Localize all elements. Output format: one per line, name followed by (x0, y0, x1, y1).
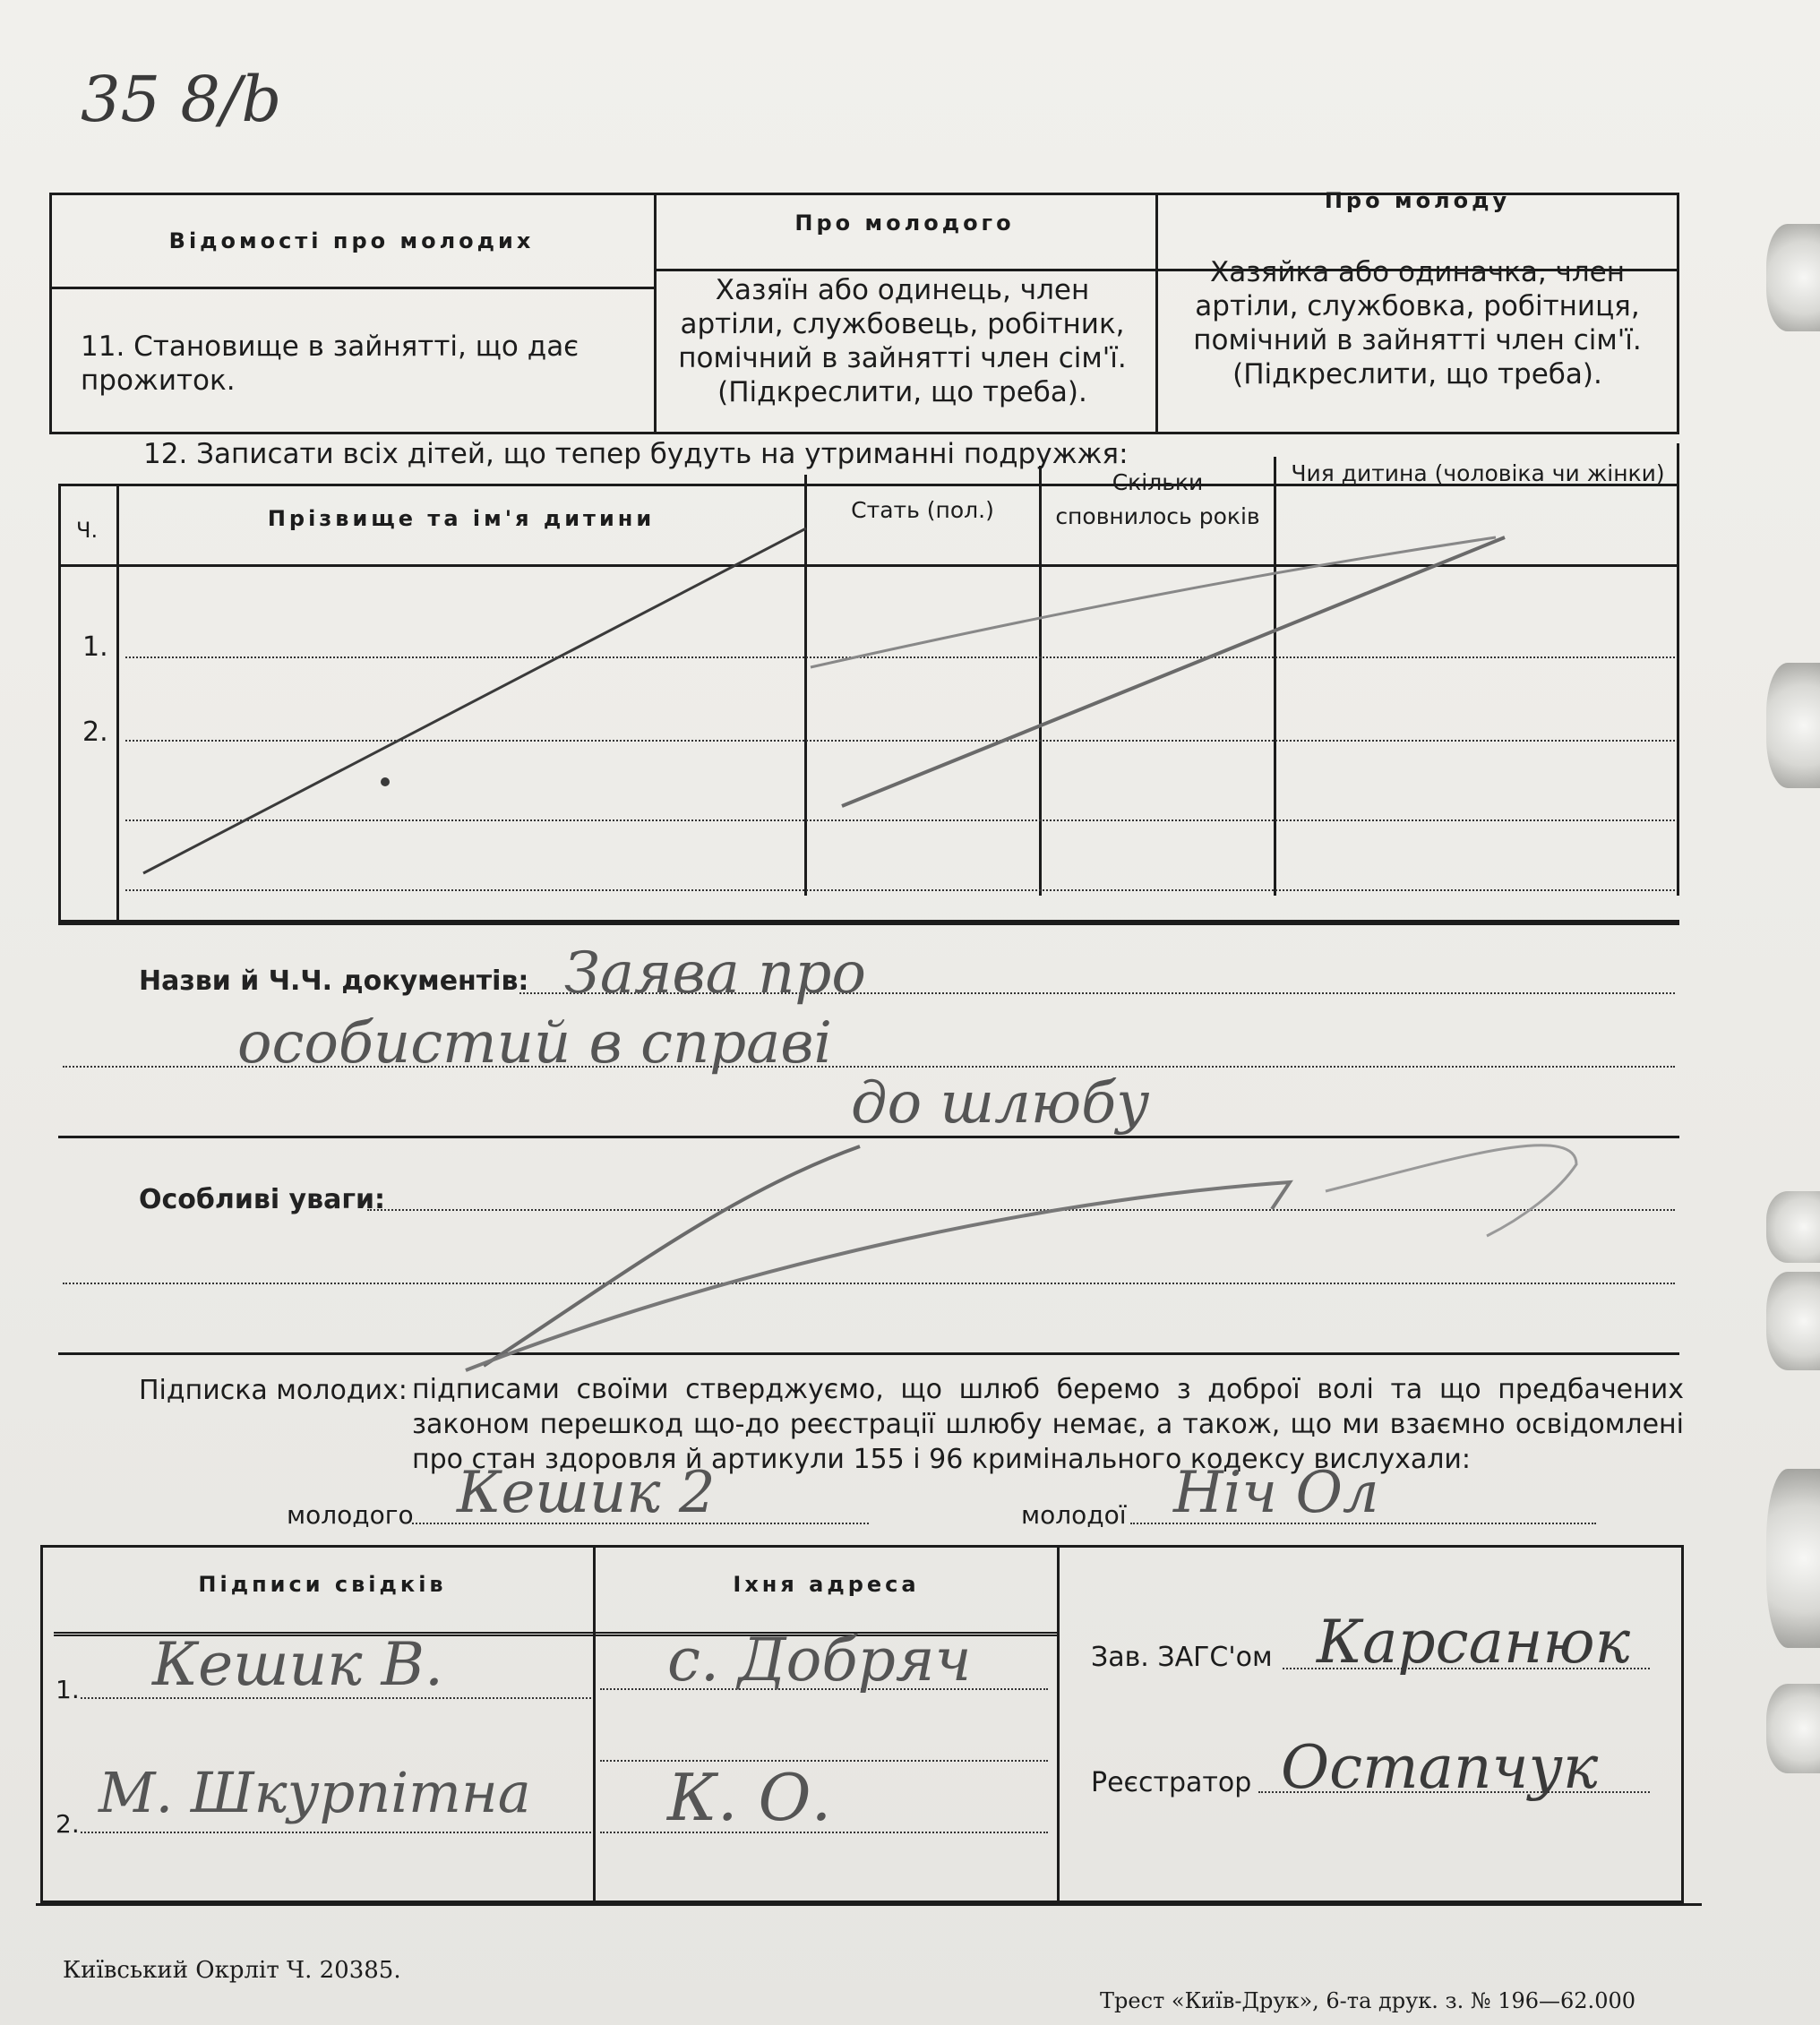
bride-signature: Ніч Ол (1173, 1460, 1379, 1526)
groom-sign-label: молодого (287, 1500, 414, 1530)
groom-signature: Кешик 2 (457, 1460, 716, 1526)
documents-handwriting-2: особистий в справі (237, 1010, 832, 1077)
header-col-info: Відомості про молодих (168, 228, 535, 253)
row11-groom-options: Хазяїн або одинець, член артіли, службовець, робітник, помічний в зайнятті член сім'ї. (Підкреслити, що треба). (678, 274, 1127, 408)
footer-right: Трест «Київ-Друк», 6-та друк. з. № 196—62.000 (1100, 1988, 1635, 2013)
col-number: Ч. (76, 518, 99, 543)
documents-handwriting-1: Заява про (564, 940, 866, 1007)
registrar-signature: Остапчук (1281, 1733, 1599, 1802)
archive-number: 35 8/b (81, 63, 282, 136)
witness-2-signature: М. Шкурпітна (99, 1760, 531, 1825)
row11-bride-options: Хазяйка або одиначка, член артіли, службовка, робітниця, помічний в зайнятті член сім'ї. (Підкреслити, що треба). (1193, 256, 1642, 390)
col-age: Скільки сповнилось років (1055, 469, 1260, 529)
witness-1-address: с. Добряч (667, 1626, 972, 1695)
footer-left: Київський Окрліт Ч. 20385. (63, 1957, 401, 1984)
child-row-2-num: 2. (82, 716, 108, 748)
witness-col-address: Іхня адреса (733, 1572, 920, 1597)
special-label: Особливі уваги: (139, 1184, 386, 1215)
statement-text: підписами своїми стверджуємо, що шлюб беремо з доброї волі та що предбачених законом перешкод що-до реєстрації шлюбу немає, а також, що ми взаємно освідомлені про стан здоровля й артикули 155 і 96 кримінального кодексу вислухали: (412, 1374, 1684, 1475)
documents-label: Назви й Ч.Ч. документів: (139, 965, 529, 997)
col-sex: Стать (пол.) (851, 497, 994, 523)
head-signature: Карсанюк (1317, 1608, 1630, 1677)
child-row-1-num: 1. (82, 631, 108, 663)
witness-row-2-num: 2. (56, 1809, 80, 1839)
row11-label: 11. Становище в зайнятті, що дає прожиток. (81, 330, 579, 397)
header-col-bride: Про молоду (1324, 188, 1511, 213)
witness-row-1-num: 1. (56, 1675, 80, 1704)
head-label: Зав. ЗАГС'ом (1091, 1642, 1273, 1673)
col-child-name: Прізвище та ім'я дитини (267, 506, 656, 531)
witness-2-address: К. О. (667, 1760, 832, 1835)
header-col-groom: Про молодого (794, 210, 1015, 236)
children-title: 12. Записати всіх дітей, що тепер будуть на утриманні подружжя: (143, 438, 1129, 470)
statement-label: Підписка молодих: (139, 1375, 408, 1406)
bride-sign-label: молодої (1021, 1500, 1127, 1530)
witness-1-signature: Кешик В. (152, 1630, 444, 1699)
documents-handwriting-3: до шлюбу (851, 1070, 1150, 1137)
col-whose-child: Чия дитина (чоловіка чи жінки) (1291, 460, 1665, 486)
witness-col-signatures: Підписи свідків (198, 1572, 447, 1597)
registrar-label: Реєстратор (1091, 1767, 1252, 1798)
